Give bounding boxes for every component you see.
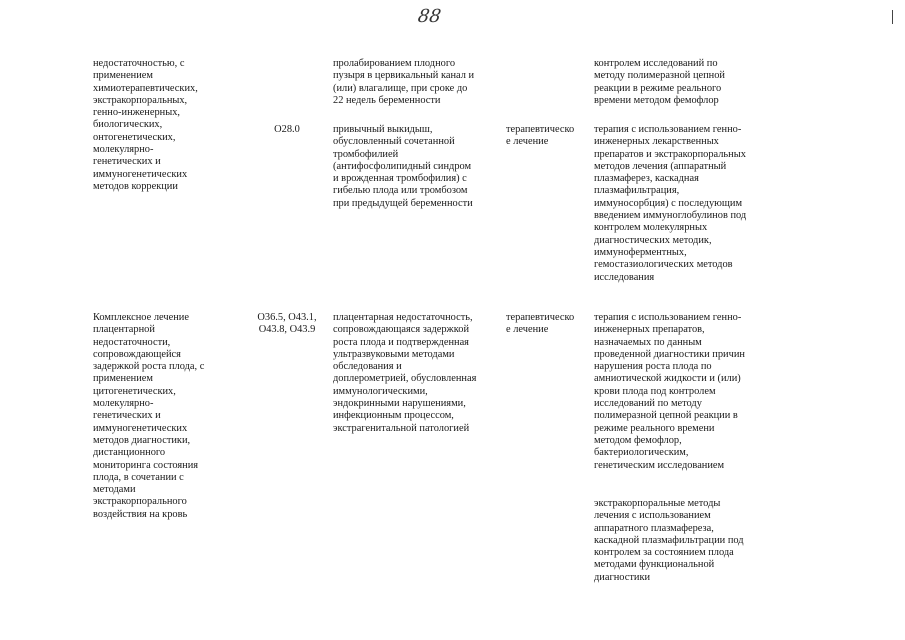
row0-treatment-method: контролем исследований по методу полимеразной цепной реакции в режиме реального времени методом фемофлор [594,58,725,106]
row1-icd-codes: O28.0 [274,124,300,135]
row2-treatment-type: терапевтическо е лечение [506,312,575,336]
row2-method-name: Комплексное лечение плацентарной недостаточности, сопровождающейся задержкой роста плода, с применением цитогенетических, молекулярно- генетических и иммуногенетических методов диагностики, дистанционного мониторинга состояния плода, в сочетании с методами экстракорпорального воздействия на кровь [93,312,205,520]
row2-treatment-method-b: экстракорпоральные методы лечения с использованием аппаратного плазмафереза, каскадной плазмафильтрации под контролем за состоянием плода методами функциональной диагностики [594,498,744,583]
row2-treatment-method-a: терапия с использованием генно- инженерных препаратов, назначаемых по данным проведенной диагностики причин нарушения роста плода по амниотической жидкости и (или) крови плода под контролем исследований по методу полимеразной цепной реакции в режиме реального времени методом фемофлор, бактериологическим, генетическим исследованием [594,312,745,471]
row0-method-name: недостаточностью, с применением химиотерапевтических, экстракорпоральных, генно-инженерных, биологических, онтогенетических, молекулярно- генетических и иммуногенетических методов коррекции [93,58,198,192]
row2-patient-model: плацентарная недостаточность, сопровождающаяся задержкой роста плода и подтвержденная ультразвуковыми методами обследования и доплерометрией, обусловленная иммунологическими, эндокринными нарушениями, инфекционным процессом, экстрагенитальной патологией [333,312,477,434]
row2-icd-codes: O36.5, O43.1, O43.8, O43.9 [257,312,317,336]
row1-treatment-type: терапевтическо е лечение [506,124,575,148]
row1-treatment-method: терапия с использованием генно- инженерных лекарственных препаратов и экстракорпоральных методов лечения (аппаратный плазмаферез, каскадная плазмафильтрация, иммуносорбция) с последующим введением иммуноглобулинов под контролем молекулярных диагностических методик, иммуноферментных, гемостазиологических методов исследования [594,124,747,283]
row1-patient-model: привычный выкидыш, обусловленный сочетанной тромбофилией (антифосфолипидный синдром и врожденная тромбофилия) с гибелью плода или тромбозом при предыдущей беременности [333,124,473,209]
margin-mark [892,10,893,24]
row0-patient-model: пролабированием плодного пузыря в цервикальный канал и (или) влагалище, при сроке до 22 недель беременности [333,58,475,106]
page-number: 88 [416,6,443,27]
